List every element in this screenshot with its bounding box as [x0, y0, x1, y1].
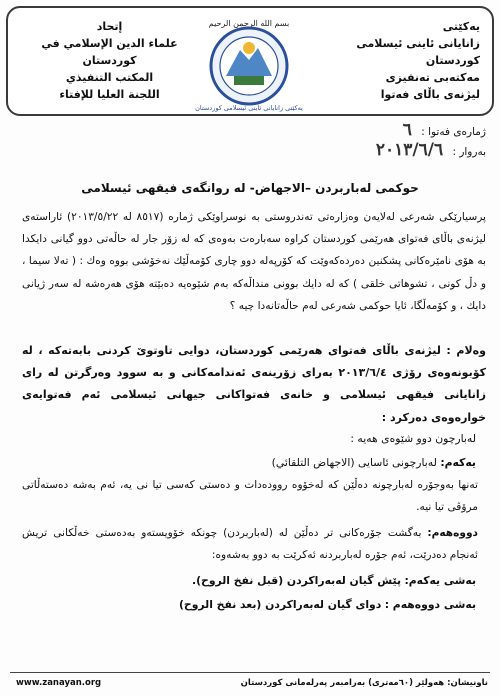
question-paragraph: پرسیارێكی شەرعی لەلایەن وەزارەتی تەندروستی بە نوسراوێكی ژمارە (٨٥١٧ لە ٢٠١٣/٥/٢٢) ئاراستەی لیژنەی باڵای فەتوای هەرێمی كوردستان كراوە سەبارەت بەوەی كە لە زۆر جار لە حاڵەتی دوو گیانی دایكدا بە هۆی نامێرەكانی پشكنین دەردەكەوێت كە كۆرپەلە دوو چاری كۆمەڵێك نەخۆشی بووە وەك : ( تەلا سیما ، و دڵ كونی ، تشوهاتی خلقی ) كە لە دایك بوونی منداڵەكە بەم شێوەیە دەبێتە هۆی هەرەشە لە سەر ژیانی دایك ، و كۆمەڵگا، ئایا حوكمی شەرعی لەم حاڵەتانەدا چیە ؟ — [22, 211, 486, 312]
footer-address: ناونیشان: هەولێر (٦٠مەتری) بەرامبەر پەرلەمانی كوردستان — [240, 678, 488, 688]
seal-basmala: بسم الله الرحمن الرحیم — [208, 19, 290, 28]
letterhead-arabic-line: اللجنة العليا للإفتاء — [59, 88, 160, 101]
second-type — [22, 522, 478, 566]
second-type-label: دووەهەم: — [427, 527, 478, 539]
letterhead-arabic — [22, 18, 197, 103]
fatwa-number-value: ٦ — [402, 120, 412, 140]
first-type — [272, 456, 476, 469]
letterhead-kurdish — [305, 18, 480, 103]
first-type-description: تەنها بەوجۆرە لەبارچونە دەڵێن كە لەخۆوە روودەدات و دەستی كەسی تیا نی یە، ئەم بەشە دەستەڵاتی مرۆڤی تیا نیە. — [22, 479, 478, 514]
letterhead — [6, 6, 494, 116]
part-one-text: پێش گیان لەبەراكردن (قبل نفخ الروح). — [192, 574, 401, 587]
second-type-text: بەگشت جۆرەكانی تر دەڵێن لە (لەباربردن) چونكە خۆویستەو بەدەستی خەڵكانی تریش ئەنجام دەدرێت، ئەم جۆرە لەباربردنە ئەكرێت بە دوو بەشەوە: — [22, 527, 478, 562]
letterhead-arabic-line: المكتب التنفيذي — [65, 71, 154, 84]
footer-divider — [10, 672, 490, 673]
part-one — [192, 574, 476, 587]
part-one-label: بەشی یەكەم: — [404, 574, 476, 587]
fatwa-date-value: ٢٠١٣/٦/٦ — [375, 140, 444, 160]
part-two — [179, 598, 476, 611]
letterhead-arabic-line: إتحاد — [96, 20, 123, 33]
fatwa-date-label: بەروار : — [452, 146, 486, 158]
sun-icon — [243, 42, 255, 54]
seal-caption: یەكێتی زانایانی ئاینی ئیسلامی كوردستان — [195, 104, 303, 112]
letterhead-arabic-line: علماء الدين الإسلامي في كوردستان — [41, 37, 178, 67]
first-type-text: لەبارچونی ئاسایی (الاجهاض التلقائي) — [271, 456, 437, 469]
first-type-label: یەكەم: — [440, 456, 476, 469]
footer-website: www.zanayan.org — [16, 678, 102, 688]
letterhead-kurdish-line: مەكتەبی تەنفیزی — [385, 71, 480, 84]
part-two-label: بەشی دووەهەم : — [384, 598, 476, 611]
types-heading: لەبارچون دوو شێوەی هەیە : — [350, 432, 476, 445]
fatwa-date-row — [376, 140, 486, 160]
document-title: حوكمی لەباربردن –الاجهاض- لە روانگەی فیقهی ئیسلامی — [81, 181, 419, 195]
union-seal-logo — [174, 14, 324, 112]
part-two-text: دوای گیان لەبەراكردن (بعد نفخ الروح) — [179, 598, 382, 611]
letterhead-kurdish-line: يەكێتی — [442, 20, 480, 33]
book-icon — [234, 76, 264, 85]
fatwa-number-row — [403, 120, 486, 140]
letterhead-kurdish-line: زانایانی ئاینی ئیسلامی كوردستان — [356, 37, 480, 67]
fatwa-number-label: ژمارەی فەتوا : — [421, 126, 486, 138]
letterhead-kurdish-line: لیژنەی باڵای فەتوا — [380, 88, 480, 101]
answer-intro: وەلام : لیژنەی باڵای فەتوای هەرێمی كوردستان، دوایی تاوتوێ كردنی بابەتەكە ، لە كۆبونەوەی رۆژی ٢٠١٣/٦/٤ بەرای زۆرینەی ئەندامەكانی و بە سوود وەرگرتن لە رای زانایانی فیقهی ئیسلامی و خانەی فەتواكانی جیهانی ئیسلامی ئەم فەتوایەی خوارەوەی دەركرد : — [22, 344, 487, 424]
